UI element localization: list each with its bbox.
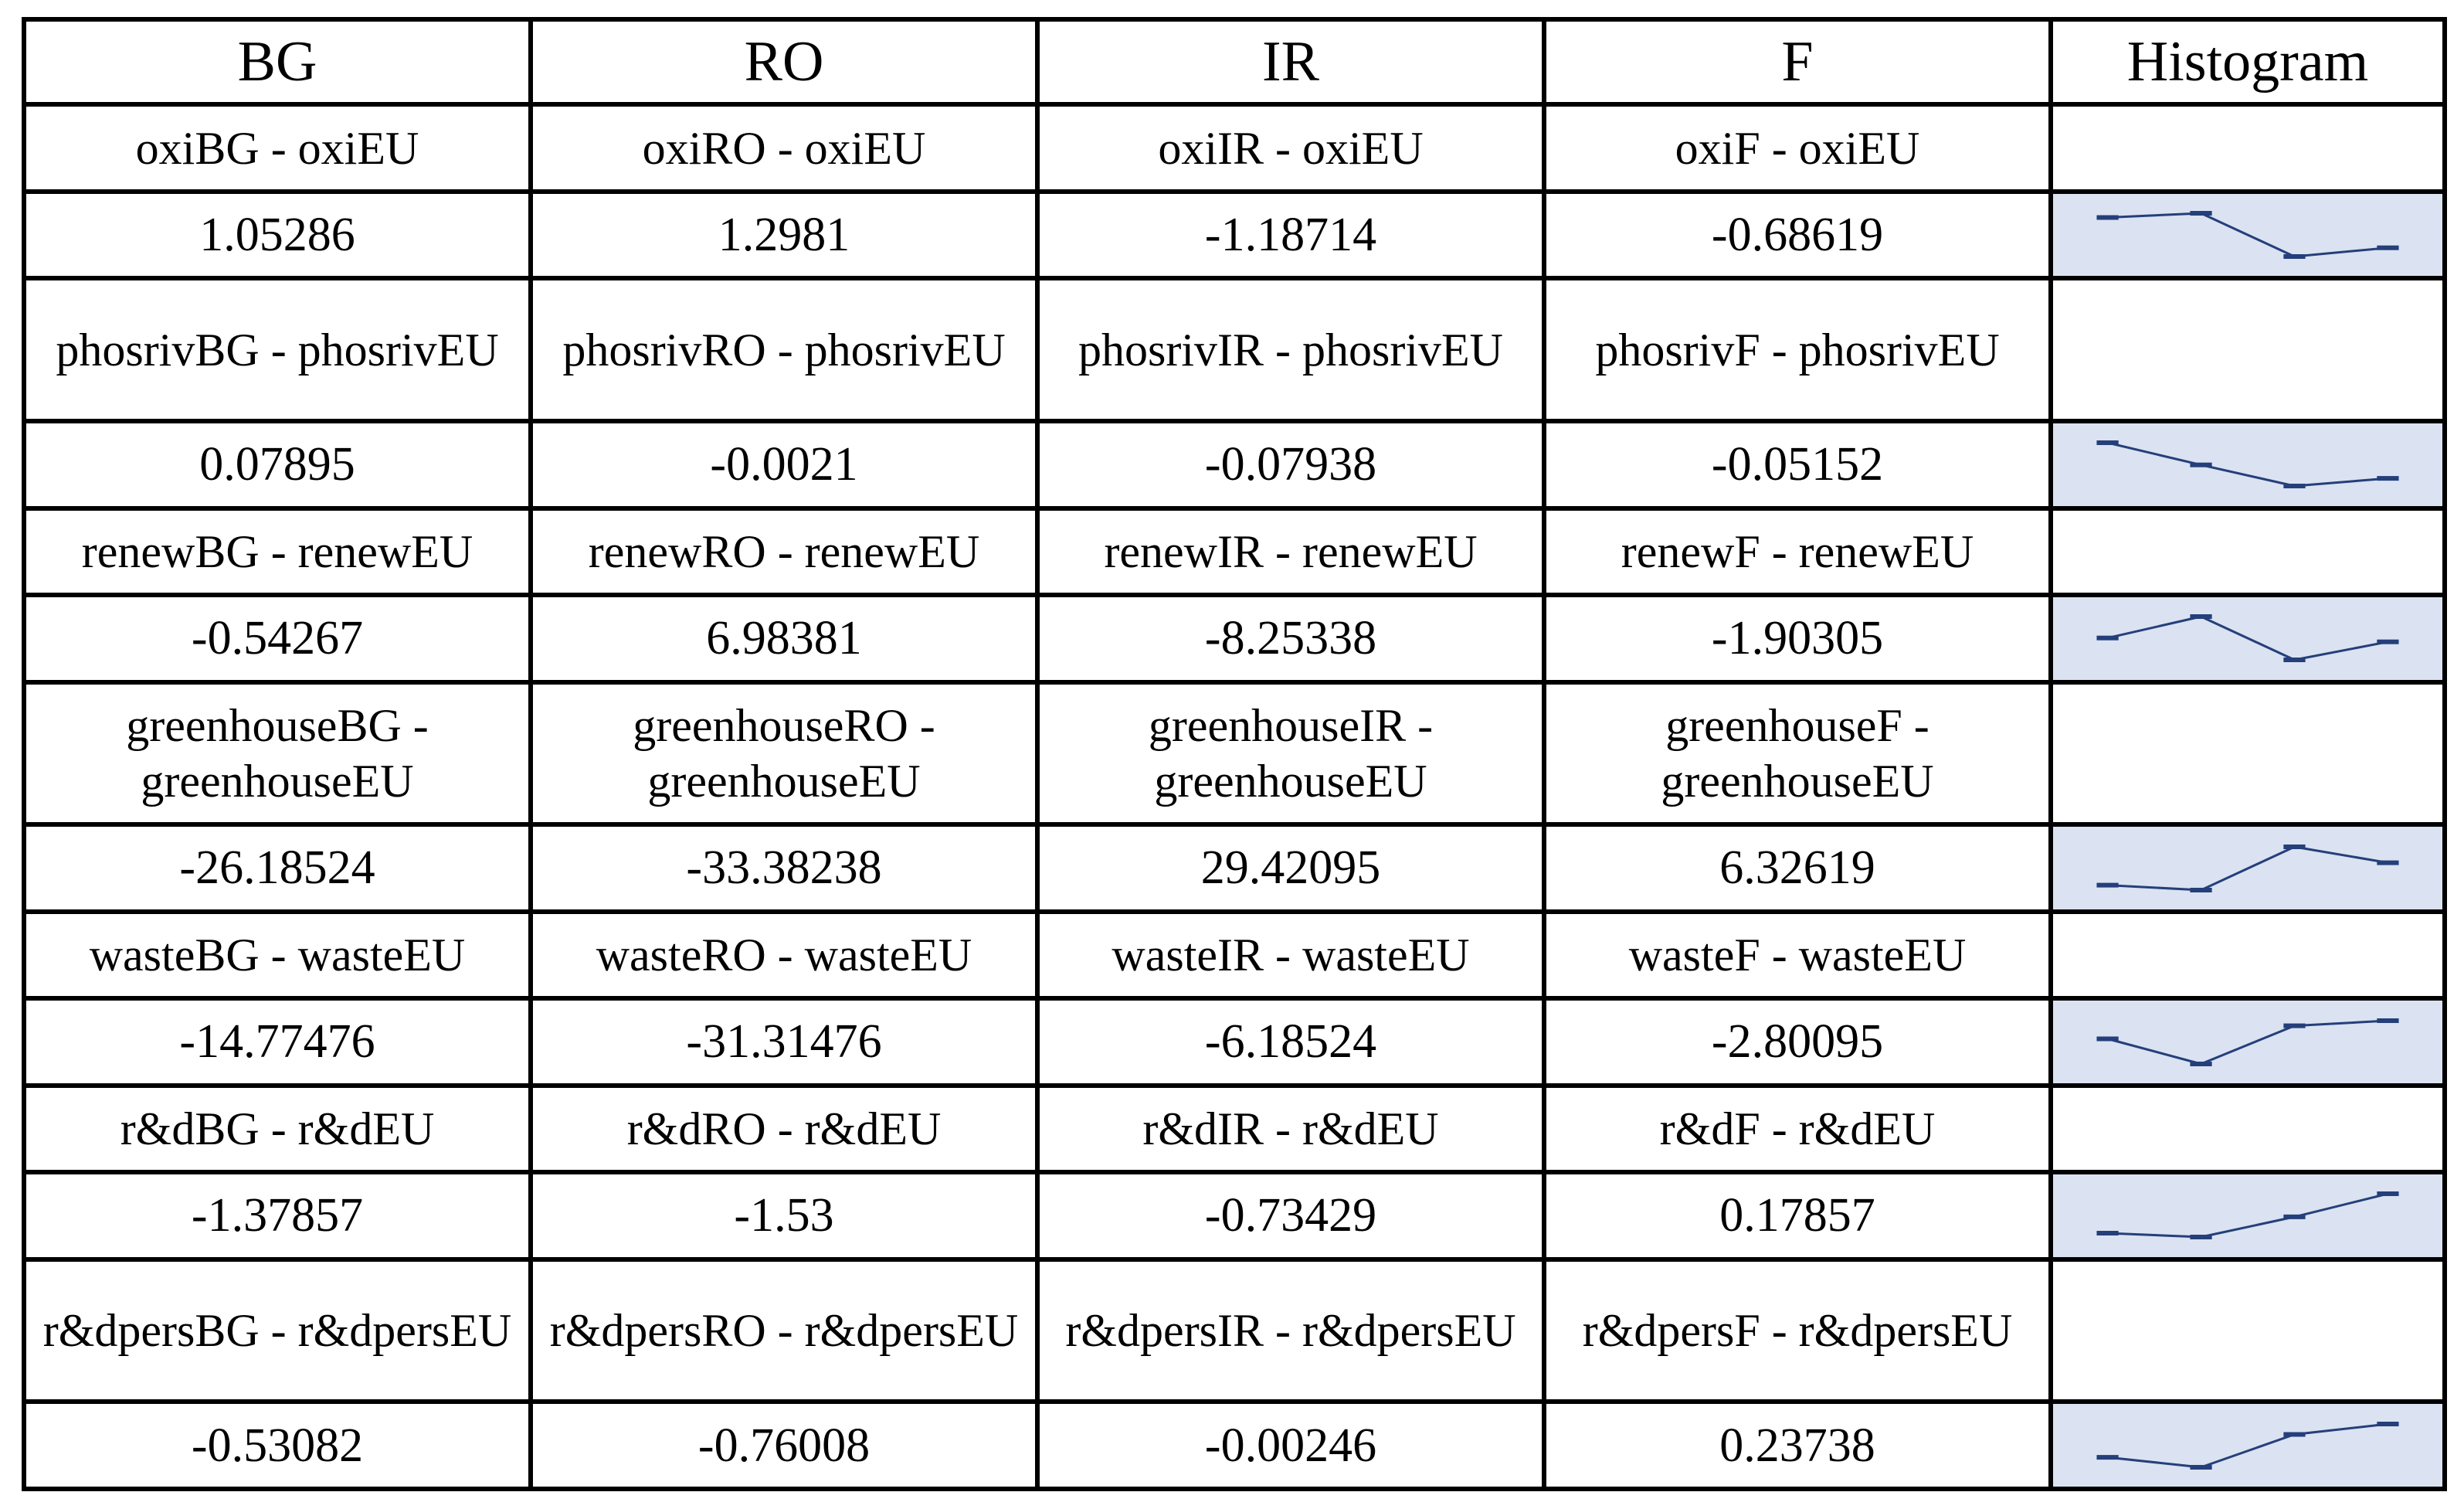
variable-label: renewBG - renewEU: [24, 508, 531, 595]
sparkline-point: [2190, 1235, 2211, 1239]
sparkline-point: [2283, 254, 2305, 259]
difference-value: 6.98381: [531, 595, 1037, 681]
variable-label: wasteRO - wasteEU: [531, 912, 1037, 998]
sparkline-line: [2108, 847, 2388, 890]
difference-value: 0.07895: [24, 421, 531, 508]
variable-label: oxiRO - oxiEU: [531, 104, 1037, 191]
difference-value: -0.00246: [1037, 1402, 1544, 1489]
variable-label: wasteF - wasteEU: [1544, 912, 2051, 998]
histogram-cell: [2051, 824, 2445, 911]
sparkline-line: [2108, 1194, 2388, 1237]
difference-value: 1.05286: [24, 192, 531, 278]
sparkline-point: [2283, 1023, 2305, 1028]
variable-label: wasteIR - wasteEU: [1037, 912, 1544, 998]
sparkline-point: [2096, 1455, 2118, 1460]
variable-label: r&dpersF - r&dpersEU: [1544, 1259, 2051, 1402]
variable-label: greenhouseRO - greenhouseEU: [531, 682, 1037, 825]
sparkline-point: [2096, 216, 2118, 220]
difference-value: -0.54267: [24, 595, 531, 681]
sparkline-point: [2190, 614, 2211, 619]
sparkline-chart: [2053, 1177, 2442, 1254]
variable-label: phosrivRO - phosrivEU: [531, 278, 1037, 421]
difference-value: -0.0021: [531, 421, 1037, 508]
header-bg: BG: [24, 19, 531, 104]
difference-value: -31.31476: [531, 998, 1037, 1085]
sparkline-point: [2190, 211, 2211, 216]
difference-value: 6.32619: [1544, 824, 2051, 911]
variable-label: renewRO - renewEU: [531, 508, 1037, 595]
header-ro: RO: [531, 19, 1037, 104]
sparkline-point: [2377, 640, 2398, 644]
header-histogram: Histogram: [2051, 19, 2445, 104]
difference-value: 0.23738: [1544, 1402, 2051, 1489]
sparkline-point: [2283, 658, 2305, 662]
sparkline-point: [2096, 440, 2118, 445]
label-row: [24, 508, 2445, 595]
variable-label: phosrivBG - phosrivEU: [24, 278, 531, 421]
sparkline-point: [2283, 1215, 2305, 1219]
histogram-cell: [2051, 421, 2445, 508]
histogram-cell: [2051, 1172, 2445, 1259]
histogram-empty-cell: [2051, 508, 2445, 595]
sparkline-point: [2377, 1422, 2398, 1426]
difference-value: -0.73429: [1037, 1172, 1544, 1259]
difference-value: -1.53: [531, 1172, 1037, 1259]
sparkline-chart: [2053, 426, 2442, 503]
variable-label: phosrivF - phosrivEU: [1544, 278, 2051, 421]
sparkline-chart: [2053, 1004, 2442, 1081]
sparkline-point: [2096, 1036, 2118, 1041]
difference-value: 29.42095: [1037, 824, 1544, 911]
sparkline-point: [2190, 888, 2211, 892]
value-row: [24, 1402, 2445, 1489]
value-row: [24, 595, 2445, 681]
comparison-table: [22, 17, 2447, 1491]
difference-value: -8.25338: [1037, 595, 1544, 681]
difference-value: -1.37857: [24, 1172, 531, 1259]
difference-value: -26.18524: [24, 824, 531, 911]
header-ir: IR: [1037, 19, 1544, 104]
value-row: [24, 421, 2445, 508]
sparkline-line: [2108, 617, 2388, 660]
sparkline-chart: [2053, 196, 2442, 274]
histogram-empty-cell: [2051, 682, 2445, 825]
difference-value: -1.90305: [1544, 595, 2051, 681]
value-row: [24, 192, 2445, 278]
variable-label: r&dpersBG - r&dpersEU: [24, 1259, 531, 1402]
difference-value: -0.07938: [1037, 421, 1544, 508]
difference-value: -14.77476: [24, 998, 531, 1085]
variable-label: greenhouseF - greenhouseEU: [1544, 682, 2051, 825]
variable-label: r&dpersRO - r&dpersEU: [531, 1259, 1037, 1402]
label-row: [24, 1259, 2445, 1402]
label-row: [24, 912, 2445, 998]
histogram-cell: [2051, 192, 2445, 278]
sparkline-line: [2108, 443, 2388, 486]
sparkline-point: [2096, 636, 2118, 641]
sparkline-point: [2377, 860, 2398, 865]
variable-label: r&dIR - r&dEU: [1037, 1086, 1544, 1172]
histogram-empty-cell: [2051, 278, 2445, 421]
variable-label: r&dRO - r&dEU: [531, 1086, 1037, 1172]
difference-value: -0.05152: [1544, 421, 2051, 508]
sparkline-point: [2377, 476, 2398, 481]
sparkline-point: [2190, 1062, 2211, 1066]
sparkline-point: [2190, 1465, 2211, 1470]
variable-label: renewF - renewEU: [1544, 508, 2051, 595]
sparkline-chart: [2053, 830, 2442, 907]
histogram-empty-cell: [2051, 104, 2445, 191]
sparkline-point: [2283, 484, 2305, 488]
sparkline-chart: [2053, 1407, 2442, 1484]
sparkline-line: [2108, 1021, 2388, 1064]
difference-value: -33.38238: [531, 824, 1037, 911]
sparkline-line: [2108, 213, 2388, 257]
header-f: F: [1544, 19, 2051, 104]
variable-label: phosrivIR - phosrivEU: [1037, 278, 1544, 421]
sparkline-chart: [2053, 600, 2442, 677]
difference-value: -0.76008: [531, 1402, 1037, 1489]
variable-label: r&dBG - r&dEU: [24, 1086, 531, 1172]
variable-label: oxiIR - oxiEU: [1037, 104, 1544, 191]
variable-label: oxiBG - oxiEU: [24, 104, 531, 191]
sparkline-point: [2377, 1018, 2398, 1023]
label-row: [24, 104, 2445, 191]
variable-label: wasteBG - wasteEU: [24, 912, 531, 998]
label-row: [24, 682, 2445, 825]
value-row: [24, 998, 2445, 1085]
difference-value: 0.17857: [1544, 1172, 2051, 1259]
sparkline-point: [2096, 882, 2118, 887]
value-row: [24, 1172, 2445, 1259]
sparkline-point: [2096, 1231, 2118, 1235]
variable-label: renewIR - renewEU: [1037, 508, 1544, 595]
histogram-cell: [2051, 998, 2445, 1085]
histogram-empty-cell: [2051, 912, 2445, 998]
header-row: [24, 19, 2445, 104]
histogram-empty-cell: [2051, 1259, 2445, 1402]
histogram-cell: [2051, 595, 2445, 681]
histogram-empty-cell: [2051, 1086, 2445, 1172]
variable-label: oxiF - oxiEU: [1544, 104, 2051, 191]
variable-label: greenhouseIR - greenhouseEU: [1037, 682, 1544, 825]
variable-label: greenhouseBG - greenhouseEU: [24, 682, 531, 825]
label-row: [24, 1086, 2445, 1172]
variable-label: r&dF - r&dEU: [1544, 1086, 2051, 1172]
sparkline-point: [2283, 845, 2305, 849]
difference-value: -1.18714: [1037, 192, 1544, 278]
sparkline-point: [2377, 1191, 2398, 1196]
difference-value: 1.2981: [531, 192, 1037, 278]
label-row: [24, 278, 2445, 421]
variable-label: r&dpersIR - r&dpersEU: [1037, 1259, 1544, 1402]
difference-value: -6.18524: [1037, 998, 1544, 1085]
difference-value: -0.68619: [1544, 192, 2051, 278]
sparkline-point: [2377, 246, 2398, 250]
sparkline-point: [2190, 463, 2211, 467]
sparkline-line: [2108, 1424, 2388, 1467]
histogram-cell: [2051, 1402, 2445, 1489]
value-row: [24, 824, 2445, 911]
difference-value: -2.80095: [1544, 998, 2051, 1085]
sparkline-point: [2283, 1432, 2305, 1436]
difference-value: -0.53082: [24, 1402, 531, 1489]
